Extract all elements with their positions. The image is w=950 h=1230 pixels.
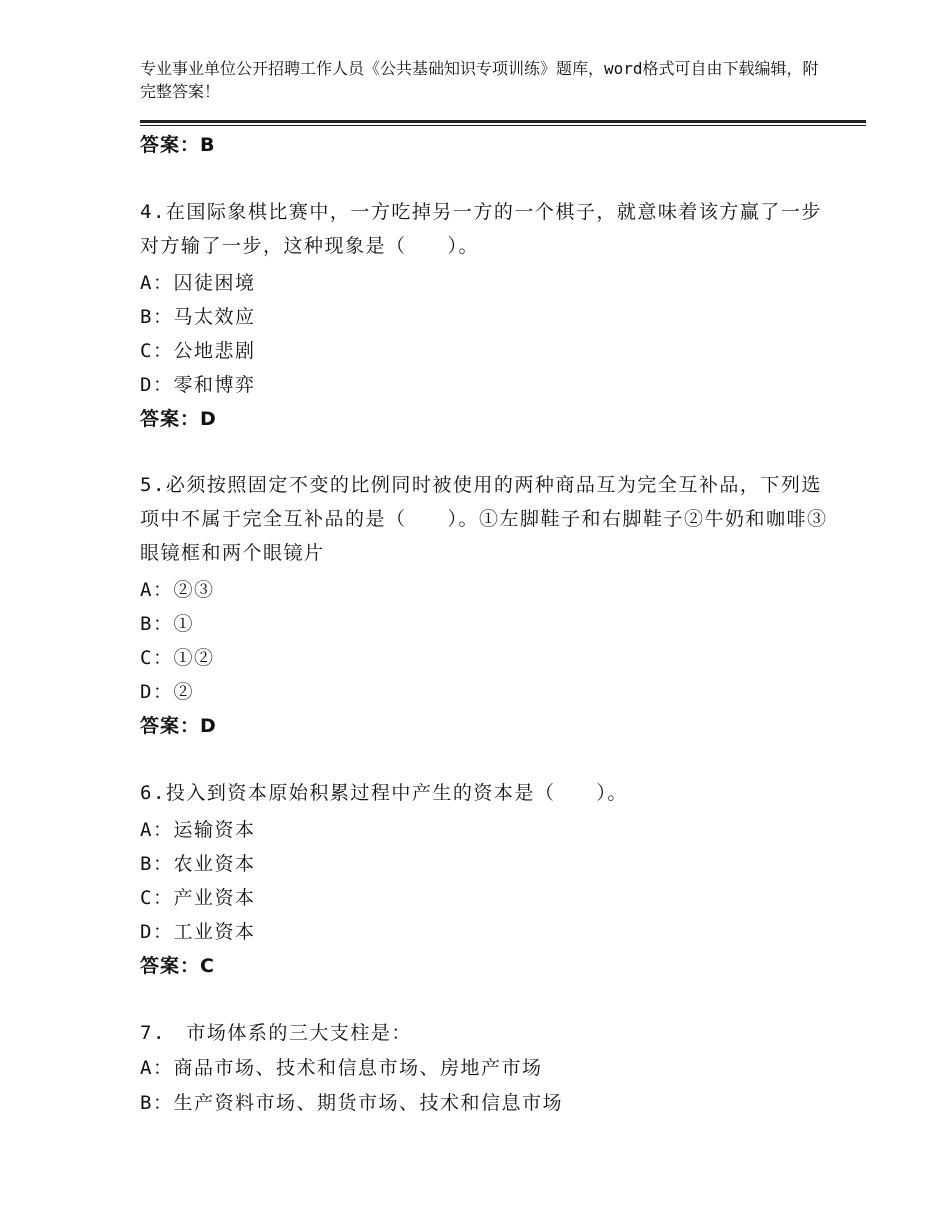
question-4-option-d: D：零和博弈 xyxy=(140,374,256,396)
question-7-option-a: A：商品市场、技术和信息市场、房地产市场 xyxy=(140,1057,543,1079)
question-7-option-b: B：生产资料市场、期货市场、技术和信息市场 xyxy=(140,1092,563,1114)
question-6-option-d: D：工业资本 xyxy=(140,921,256,943)
header-divider-thin xyxy=(140,125,866,126)
answer-q3: 答案：B xyxy=(140,134,216,156)
header-divider-thick xyxy=(140,120,866,123)
question-5-answer: 答案：D xyxy=(140,715,217,737)
question-4-option-b: B：马太效应 xyxy=(140,306,256,328)
question-6-option-c: C：产业资本 xyxy=(140,887,256,909)
question-5-stem: 5.必须按照固定不变的比例同时被使用的两种商品互为完全互补品，下列选项中不属于完全互补品的是（ ）。①左脚鞋子和右脚鞋子②牛奶和咖啡③眼镜框和两个眼镜片 xyxy=(140,474,828,564)
question-6-answer: 答案：C xyxy=(140,955,215,977)
question-4-option-c: C：公地悲剧 xyxy=(140,340,256,362)
document-header: 专业事业单位公开招聘工作人员《公共基础知识专项训练》题库，word格式可自由下载编辑，附完整答案！ xyxy=(140,59,819,101)
question-6-option-a: A：运输资本 xyxy=(140,819,256,841)
question-6-option-b: B：农业资本 xyxy=(140,853,256,875)
question-4-option-a: A：囚徒困境 xyxy=(140,272,256,294)
question-4-answer: 答案：D xyxy=(140,408,217,430)
question-5-option-a: A：②③ xyxy=(140,579,215,601)
question-5-option-c: C：①② xyxy=(140,647,215,669)
question-5-option-d: D：② xyxy=(140,681,194,703)
question-6-stem: 6.投入到资本原始积累过程中产生的资本是（ ）。 xyxy=(140,782,628,804)
question-4-stem: 4.在国际象棋比赛中，一方吃掉另一方的一个棋子，就意味着该方赢了一步对方输了一步，这种现象是（ ）。 xyxy=(140,201,822,257)
question-7-stem: 7. 市场体系的三大支柱是： xyxy=(140,1022,412,1044)
question-5-option-b: B：① xyxy=(140,613,194,635)
